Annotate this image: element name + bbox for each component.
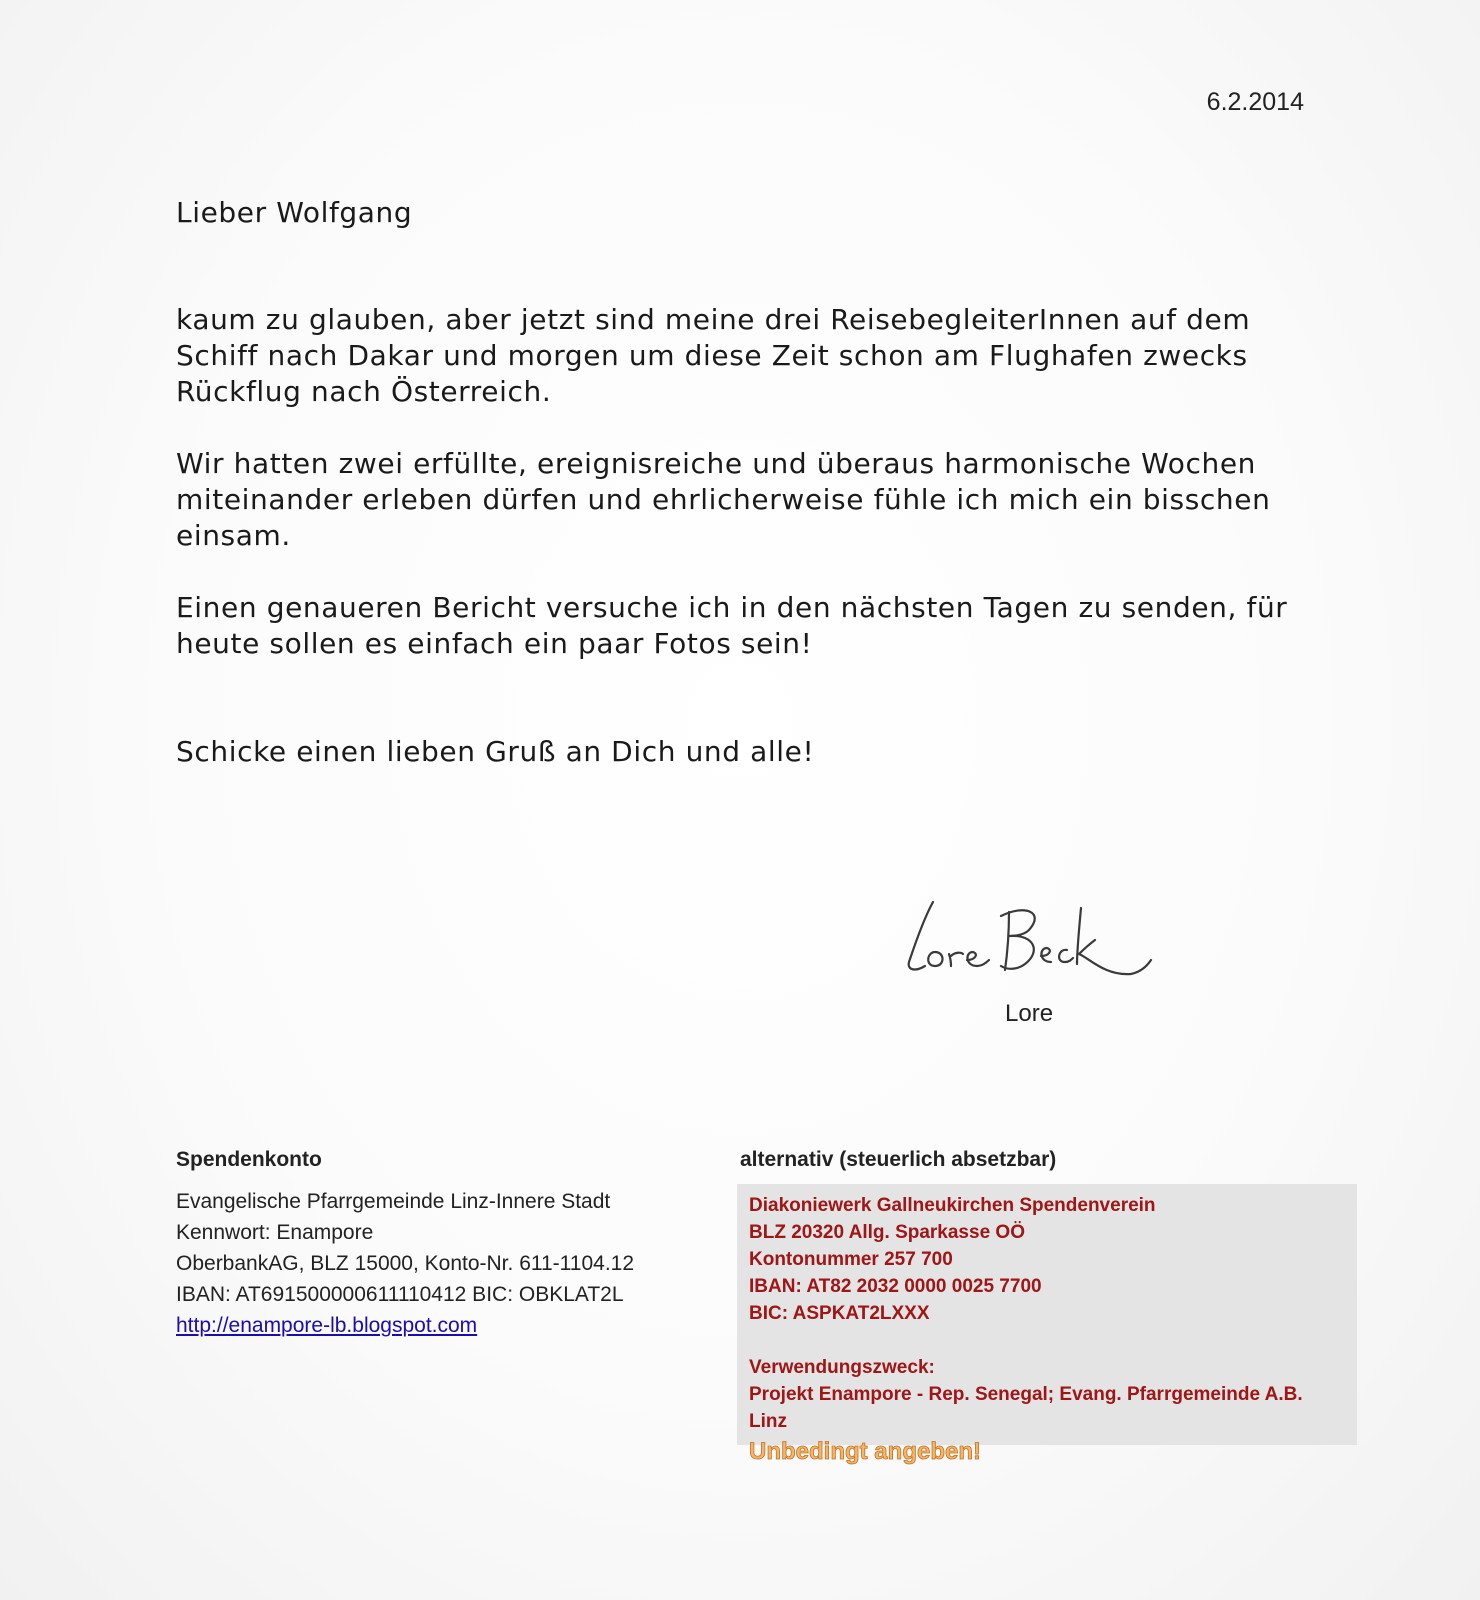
donation-bank: OberbankAG, BLZ 15000, Konto-Nr. 611-1104.12: [176, 1252, 635, 1275]
donation-account: [176, 1148, 634, 1341]
must-state-note: Unbedingt angeben!: [749, 1438, 981, 1465]
closing-line: Schicke einen lieben Gruß an Dich und alle!: [176, 735, 815, 768]
letter-date: 6.2.2014: [1206, 88, 1304, 116]
alt-purpose-label: Verwendungszweck:: [749, 1357, 935, 1378]
alt-bic: BIC: ASPKAT2LXXX: [749, 1303, 930, 1324]
alternative-account-heading: alternativ (steuerlich absetzbar): [740, 1148, 1057, 1171]
blog-link[interactable]: http://enampore-lb.blogspot.com: [176, 1314, 478, 1337]
alt-account-number: Kontonummer 257 700: [749, 1249, 953, 1270]
alt-bank: BLZ 20320 Allg. Sparkasse OÖ: [749, 1222, 1025, 1243]
donation-iban-bic: IBAN: AT691500000611110412 BIC: OBKLAT2L: [176, 1283, 624, 1306]
donation-account-heading: Spendenkonto: [176, 1148, 322, 1171]
handwritten-signature: [905, 890, 1155, 1000]
alt-recipient: Diakoniewerk Gallneukirchen Spendenverein: [749, 1195, 1156, 1216]
alt-iban: IBAN: AT82 2032 0000 0025 7700: [749, 1276, 1042, 1297]
paragraph-3: Einen genaueren Bericht versuche ich in den nächsten Tagen zu senden, für heute sollen es einfach ein paar Fotos sein!: [176, 591, 1288, 660]
paragraph-2: Wir hatten zwei erfüllte, ereignisreiche und überaus harmonische Wochen miteinander erleben dürfen und ehrlicherweise fühle ich mich ein bisschen einsam.: [176, 447, 1271, 552]
donation-keyword: Kennwort: Enampore: [176, 1221, 374, 1244]
salutation: Lieber Wolfgang: [176, 196, 413, 229]
signature-icon: [905, 890, 1155, 1000]
alternative-account-box: [737, 1184, 1357, 1465]
signer-name: Lore: [1005, 1000, 1054, 1027]
donation-recipient: Evangelische Pfarrgemeinde Linz-Innere Stadt: [176, 1190, 611, 1213]
alt-purpose: Projekt Enampore - Rep. Senegal; Evang. Pfarrgemeinde A.B. Linz: [749, 1384, 1303, 1432]
paragraph-1: kaum zu glauben, aber jetzt sind meine drei ReisebegleiterInnen auf dem Schiff nach Dakar und morgen um diese Zeit schon am Flughafen zwecks Rückflug nach Österreich.: [176, 303, 1251, 408]
letter-body: [176, 302, 1326, 806]
